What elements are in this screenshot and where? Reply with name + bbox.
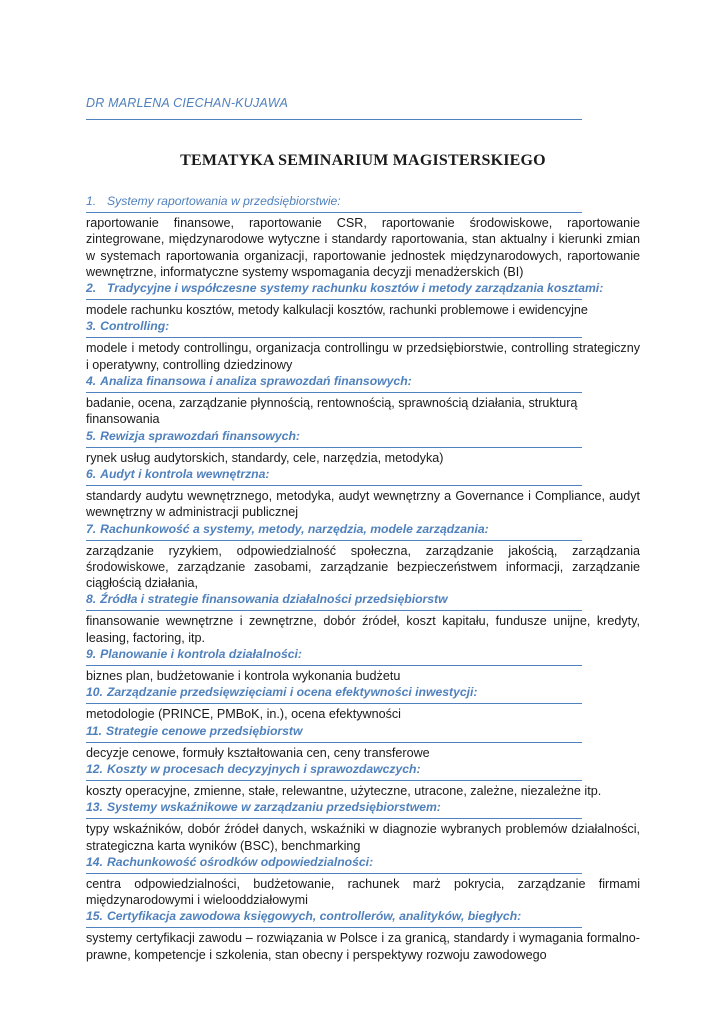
- section-heading-text: Planowanie i kontrola działalności:: [100, 647, 302, 662]
- section-number: 5.: [86, 428, 97, 443]
- section-number: 11.: [86, 723, 103, 738]
- section-body: systemy certyfikacji zawodu – rozwiązania w Polsce i za granicą, standardy i wymagania formalno-prawne, kompetencje i szkolenia, stan obecny i perspektywy rozwoju zawodowego: [86, 931, 640, 962]
- section-heading-text: Certyfikacja zawodowa księgowych, controllerów, analityków, biegłych:: [106, 909, 522, 924]
- section-body: standardy audytu wewnętrznego, metodyka, audyt wewnętrzny a Governance i Compliance, audyt wewnętrzny w administracji publicznej: [86, 488, 640, 520]
- section-body: decyzje cenowe, formuły kształtowania cen, ceny transferowe: [86, 745, 430, 760]
- document-page: [86, 96, 640, 963]
- section-heading-text: Koszty w procesach decyzyjnych i sprawozdawczych:: [106, 761, 421, 776]
- section-heading-text: Systemy raportowania w przedsiębiorstwie:: [107, 194, 341, 208]
- section-heading-text: Audyt i kontrola wewnętrzna:: [100, 466, 270, 481]
- section-number: 6.: [86, 466, 97, 481]
- section-heading: [86, 373, 582, 393]
- section-body: badanie, ocena, zarządzanie płynnością, rentownością, sprawnością działania, strukturą finansowania: [86, 396, 578, 427]
- section-heading: [86, 723, 582, 743]
- section-number: 8.: [86, 592, 97, 607]
- section-heading: [86, 799, 582, 819]
- section-body: raportowanie finansowe, raportowanie CSR, raportowanie środowiskowe, raportowanie zintegrowane, międzynarodowe wytyczne i standardy raportowania, stan aktualny i kierunki zmian w systemach raportowania organizacji, raportowanie jednostek międzynarodowych, raportowanie wewnętrzne, informatyczne systemy wspomagania decyzji menadżerskich (BI): [86, 216, 640, 279]
- section-body: metodologie (PRINCE, PMBoK, in.), ocena efektywności: [86, 707, 401, 722]
- section-heading: [86, 466, 582, 486]
- section-heading: [86, 428, 582, 448]
- section-body: modele i metody controllingu, organizacja controllingu w przedsiębiorstwie, controlling strategiczny i operatywny, controlling dziedzinowy: [86, 341, 640, 372]
- section-body: zarządzanie ryzykiem, odpowiedzialność społeczna, zarządzanie jakością, zarządzania środowiskowe, zarządzanie zasobami, zarządzanie bezpieczeństwem informacji, zarządzanie ciągłością działania,: [86, 543, 640, 591]
- section-heading: [86, 521, 582, 541]
- section-heading: [86, 854, 582, 874]
- section-number: 10.: [86, 685, 103, 700]
- section-body: finansowanie wewnętrzne i zewnętrzne, dobór źródeł, koszt kapitału, fundusze unijne, kredyty, leasing, factoring, itp.: [86, 614, 640, 645]
- section-heading-text: Controlling:: [100, 319, 170, 334]
- section-heading-text: Zarządzanie przedsięwzięciami i ocena efektywności inwestycji:: [106, 685, 478, 700]
- section-heading-text: Rachunkowość ośrodków odpowiedzialności:: [107, 854, 374, 869]
- section-heading: [86, 591, 582, 611]
- section-heading: [86, 280, 604, 300]
- author-header: DR MARLENA CIECHAN-KUJAWA: [86, 96, 582, 120]
- section-number: 4.: [86, 374, 97, 389]
- document-title: TEMATYKA SEMINARIUM MAGISTERSKIEGO: [180, 152, 546, 169]
- section-number: 9.: [86, 647, 97, 662]
- section-body: typy wskaźników, dobór źródeł danych, wskaźniki w diagnozie wybranych problemów działalności, strategiczna karta wyników (BSC), benchmarking: [86, 822, 640, 853]
- section-heading: [86, 646, 582, 666]
- section-number: 1.: [86, 194, 97, 208]
- section-number: 2.: [86, 281, 97, 296]
- section-heading: [86, 908, 582, 928]
- section-body: rynek usług audytorskich, standardy, cele, narzędzia, metodyka): [86, 450, 444, 465]
- section-number: 3.: [86, 319, 97, 334]
- section-body: modele rachunku kosztów, metody kalkulacji kosztów, rachunki problemowe i ewidencyjne: [86, 303, 588, 318]
- section-heading: [86, 193, 582, 213]
- section-number: 15.: [86, 909, 103, 924]
- section-heading-text: Systemy wskaźnikowe w zarządzaniu przedsiębiorstwem:: [106, 800, 441, 815]
- section-heading: [86, 318, 582, 338]
- section-heading-text: Rachunkowość a systemy, metody, narzędzia, modele zarządzania:: [100, 521, 489, 536]
- section-heading-text: Źródła i strategie finansowania działalności przedsiębiorstw: [100, 592, 448, 607]
- section-heading-text: Rewizja sprawozdań finansowych:: [100, 428, 300, 443]
- section-body: koszty operacyjne, zmienne, stałe, relewantne, użyteczne, utracone, zależne, niezależne itp.: [86, 783, 602, 798]
- section-body: biznes plan, budżetowanie i kontrola wykonania budżetu: [86, 669, 401, 684]
- section-body: centra odpowiedzialności, budżetowanie, rachunek marż pokrycia, zarządzanie firmami międzynarodowymi i wielooddziałowymi: [86, 876, 640, 908]
- section-number: 12.: [86, 761, 103, 776]
- section-heading-text: Tradycyjne i współczesne systemy rachunku kosztów i metody zarządzania kosztami:: [107, 281, 604, 296]
- section-heading-text: Analiza finansowa i analiza sprawozdań finansowych:: [100, 374, 412, 389]
- section-heading: [86, 684, 582, 704]
- section-heading: [86, 761, 582, 781]
- section-number: 7.: [86, 521, 97, 536]
- section-heading-text: Strategie cenowe przedsiębiorstw: [106, 723, 303, 738]
- section-number: 13.: [86, 800, 103, 815]
- section-number: 14.: [86, 854, 103, 869]
